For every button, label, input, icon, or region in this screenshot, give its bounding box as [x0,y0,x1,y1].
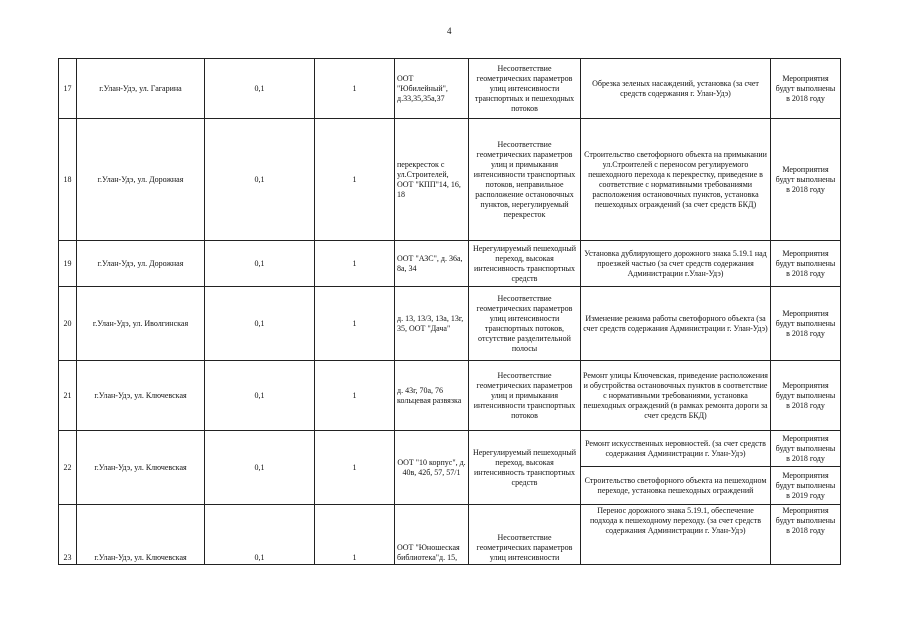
status-cell: Мероприятия будут выполнены в 2018 году [771,361,841,431]
stop-cell: д. 13, 13/3, 13а, 13г, 35, ООТ "Дача" [395,287,469,361]
reason-cell: Несоответствие геометрических параметров улиц интенсивности транспортных и пешеходных потоков [469,59,581,119]
stop-cell: перекресток с ул.Строителей, ООТ "КПП"14, 16, 18 [395,119,469,241]
row-number: 21 [59,361,77,431]
length-cell: 0,1 [205,241,315,287]
measure-cell: Установка дублирующего дорожного знака 5.19.1 над проезжей частью (за счет средств содержания Администрации г.Улан-Удэ) [581,241,771,287]
count-cell: 1 [315,431,395,505]
table-row [59,119,841,241]
table-row [59,287,841,361]
stop-cell: ООТ "10 корпус", д. 40в, 42б, 57, 57/1 [395,431,469,505]
address-cell: г.Улан-Удэ, ул. Ключевская [77,361,205,431]
address-cell: г.Улан-Удэ, ул. Дорожная [77,119,205,241]
count-cell: 1 [315,241,395,287]
reason-cell: Несоответствие геометрических параметров улиц интенсивности [469,505,581,565]
row-number: 22 [59,431,77,505]
measure-cell: Ремонт улицы Ключевская, приведение расположения и обустройства остановочных пунктов в соответствие с нормативными требованиями, установка пешеходных ограждений (в рамках ремонта дороги за счет средств БКД) [581,361,771,431]
count-cell: 1 [315,361,395,431]
length-cell: 0,1 [205,361,315,431]
length-cell: 0,1 [205,119,315,241]
measure-cell: Перенос дорожного знака 5.19.1, обеспечение подхода к пешеходному переходу. (за счет средств содержания Администрации г. Улан-Удэ) [581,505,771,565]
table-row [59,431,841,467]
reason-cell: Несоответствие геометрических параметров улиц и примыкания интенсивности транспортных потоков [469,361,581,431]
address-cell: г.Улан-Удэ, ул. Иволгинская [77,287,205,361]
reason-cell: Нерегулируемый пешеходный переход, высокая интенсивность транспортных средств [469,431,581,505]
row-number: 23 [59,505,77,565]
count-cell: 1 [315,505,395,565]
stop-cell: ООТ "АЗС", д. 36а, 8а, 34 [395,241,469,287]
count-cell: 1 [315,59,395,119]
length-cell: 0,1 [205,59,315,119]
row-number: 18 [59,119,77,241]
stop-cell: ООТ "Юношеская библиотека"д. 15, [395,505,469,565]
count-cell: 1 [315,119,395,241]
status-cell: Мероприятия будут выполнены в 2018 году [771,241,841,287]
stop-cell: ООТ "Юбилейный", д.33,35,35а,37 [395,59,469,119]
measures-table [58,58,841,565]
status-cell: Мероприятия будут выполнены в 2018 году [771,119,841,241]
measure-cell: Строительство светофорного объекта на примыкании ул.Строителей с переносом регулируемого пешеходного перехода к перекрестку, приведение в соответствие с нормативными требованиями расположения остановочных пунктов, установка пешеходных ограждений (за счет средств БКД) [581,119,771,241]
page-number: 4 [447,26,452,36]
status-cell: Мероприятия будут выполнены в 2018 году [771,505,841,565]
measure-cell: Обрезка зеленых насаждений, установка (за счет средств содержания г. Улан-Удэ) [581,59,771,119]
length-cell: 0,1 [205,505,315,565]
measure-cell: Изменение режима работы светофорного объекта (за счет средств содержания Администрации г. Улан-Удэ) [581,287,771,361]
table-row [59,505,841,565]
address-cell: г.Улан-Удэ, ул. Дорожная [77,241,205,287]
status-cell: Мероприятия будут выполнены в 2018 году [771,287,841,361]
address-cell: г.Улан-Удэ, ул. Гагарина [77,59,205,119]
row-number: 20 [59,287,77,361]
row-number: 17 [59,59,77,119]
stop-cell: д. 43г, 70а, 76 кольцевая развязка [395,361,469,431]
status-cell: Мероприятия будут выполнены в 2018 году [771,59,841,119]
measures-table-wrapper [58,58,840,562]
measure-cell: Строительство светофорного объекта на пешеходном переходе, установка пешеходных ограждений [581,467,771,505]
reason-cell: Несоответствие геометрических параметров улиц интенсивности транспортных потоков, отсутствие разделительной полосы [469,287,581,361]
length-cell: 0,1 [205,287,315,361]
table-row [59,59,841,119]
reason-cell: Нерегулируемый пешеходный переход, высокая интенсивность транспортных средств [469,241,581,287]
reason-cell: Несоответствие геометрических параметров улиц и примыкания интенсивности транспортных потоков, неправильное расположение остановочных пунктов, нерегулируемый перекресток [469,119,581,241]
table-row [59,361,841,431]
status-cell: Мероприятия будут выполнены в 2019 году [771,467,841,505]
length-cell: 0,1 [205,431,315,505]
status-cell: Мероприятия будут выполнены в 2018 году [771,431,841,467]
count-cell: 1 [315,287,395,361]
row-number: 19 [59,241,77,287]
table-row [59,241,841,287]
measure-cell: Ремонт искусственных неровностей. (за счет средств содержания Администрации г. Улан-Удэ) [581,431,771,467]
address-cell: г.Улан-Удэ, ул. Ключевская [77,505,205,565]
address-cell: г.Улан-Удэ, ул. Ключевская [77,431,205,505]
